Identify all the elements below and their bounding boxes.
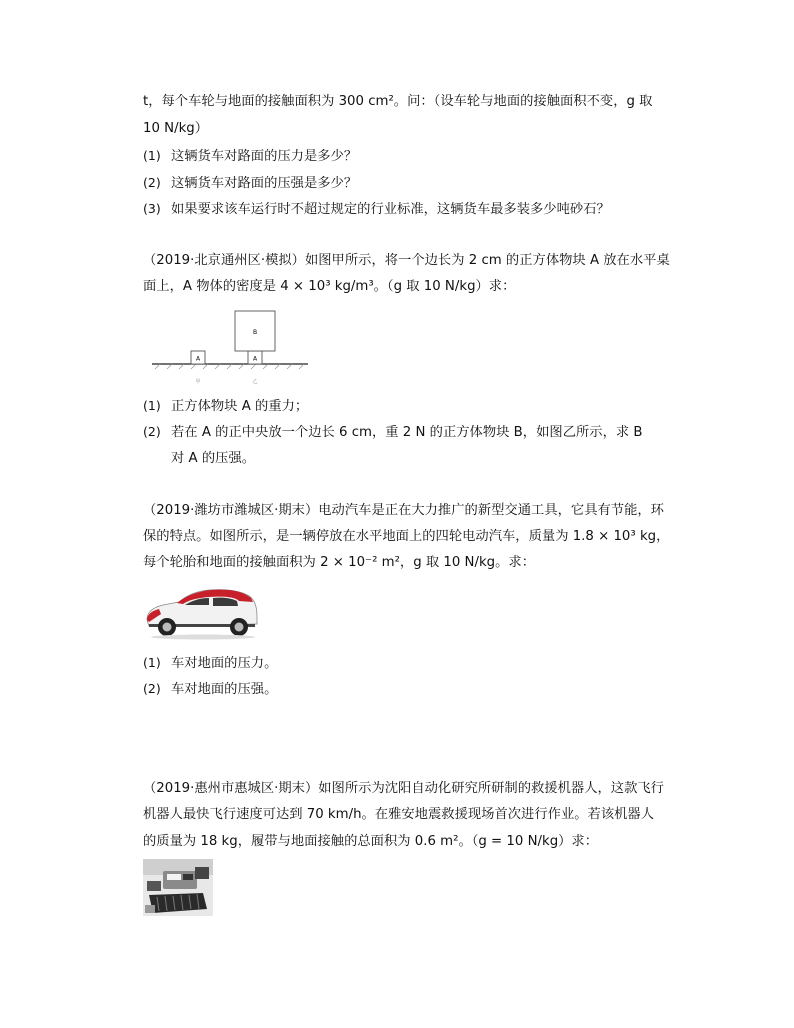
problem2-q2-cont: 对 A 的压强。 xyxy=(171,451,256,466)
q-number: (1) xyxy=(143,148,161,163)
problem3-line2: 保的特点。如图所示，是一辆停放在水平地面上的四轮电动汽车，质量为 1.8 × 10³ kg， xyxy=(143,529,670,544)
cube-a-right-label: A xyxy=(252,355,258,363)
q-number: (3) xyxy=(143,201,161,216)
problem4-line3: 的质量为 18 kg，履带与地面接触的总面积为 0.6 m²。（g = 10 N/kg）求： xyxy=(143,834,599,849)
cube-b-label: B xyxy=(252,329,258,336)
q-text: 这辆货车对路面的压力是多少？ xyxy=(171,149,358,164)
cube-diagram xyxy=(150,306,310,388)
caption-yi: 乙 xyxy=(252,379,258,385)
table-hatching xyxy=(155,364,304,369)
problem3-line1: （2019·潍坊市潍城区·期末）电动汽车是正在大力推广的新型交通工具，它具有节能，环 xyxy=(143,503,664,518)
problem1-q2 xyxy=(143,173,357,194)
problem1-line2: 10 N/kg） xyxy=(143,121,209,136)
q-number: (2) xyxy=(143,424,161,439)
problem1-line1: t，每个车轮与地面的接触面积为 300 cm²。问：（设车轮与地面的接触面积不变，g 取 xyxy=(143,94,653,109)
problem1-q1 xyxy=(143,146,357,167)
problem3-q2 xyxy=(143,679,277,700)
problem4-line2: 机器人最快飞行速度可达到 70 km/h。在雅安地震救援现场首次进行作业。若该机器人 xyxy=(143,807,655,822)
problem2-q2 xyxy=(143,422,643,443)
robot-arm xyxy=(147,881,161,891)
rescue-robot-image xyxy=(143,859,213,916)
problem2-line2: 面上，A 物体的密度是 4 × 10³ kg/m³。（g 取 10 N/kg）求： xyxy=(143,279,516,294)
q-number: (1) xyxy=(143,655,161,670)
problem2-q1 xyxy=(143,396,308,417)
problem1-q3 xyxy=(143,199,610,220)
problem2-line1: （2019·北京通州区·模拟）如图甲所示，将一个边长为 2 cm 的正方体物块 A 放在水平桌 xyxy=(143,253,670,268)
problem3-line3: 每个轮胎和地面的接触面积为 2 × 10⁻² m²，g 取 10 N/kg。求： xyxy=(143,555,536,570)
car-shadow xyxy=(151,635,255,640)
q-text: 若在 A 的正中央放一个边长 6 cm，重 2 N 的正方体物块 B，如图乙所示，求 B xyxy=(171,425,643,440)
electric-car-image xyxy=(143,580,261,642)
problem4-line1: （2019·惠州市惠城区·期末）如图所示为沈阳自动化研究所研制的救援机器人，这款飞行 xyxy=(143,781,664,796)
q-text: 如果要求该车运行时不超过规定的行业标准，这辆货车最多装多少吨砂石？ xyxy=(171,202,610,217)
q-number: (2) xyxy=(143,175,161,190)
q-text: 车对地面的压强。 xyxy=(171,682,278,697)
problem3-q1 xyxy=(143,653,277,674)
cube-a-left-label: A xyxy=(195,355,201,363)
caption-jia: 甲 xyxy=(195,379,201,385)
q-text: 车对地面的压力。 xyxy=(171,656,278,671)
q-number: (2) xyxy=(143,681,161,696)
q-text: 正方体物块 A 的重力； xyxy=(171,399,309,414)
q-number: (1) xyxy=(143,398,161,413)
q-text: 这辆货车对路面的压强是多少？ xyxy=(171,176,358,191)
